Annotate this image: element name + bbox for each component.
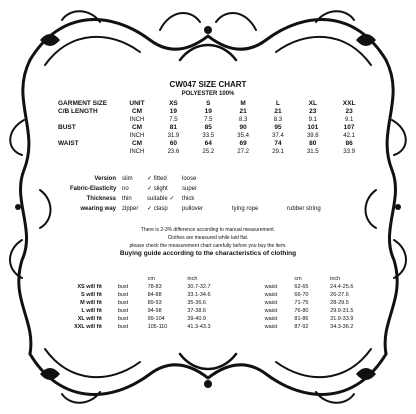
value-cell: 60	[169, 140, 178, 147]
waist-cm: 62-65	[294, 284, 309, 290]
fit-label: XS will fit	[77, 284, 102, 290]
bust-label: bust	[117, 316, 129, 322]
value-cell: 33.5	[202, 133, 215, 139]
value-cell: 81	[169, 124, 178, 131]
size-table	[58, 100, 368, 156]
guide-row	[60, 283, 370, 291]
attribute-label: wearing way	[80, 206, 116, 212]
value-cell: 35.4	[237, 133, 249, 139]
value-cell: 69	[239, 140, 247, 147]
fit-label: XL will fit	[77, 316, 102, 322]
bust-cm: 84-88	[147, 292, 162, 298]
value-cell: 64	[204, 140, 212, 147]
table-row	[58, 140, 368, 148]
waist-inch: 24.4-25.6	[330, 284, 354, 290]
value-cell: 8.3	[273, 117, 283, 123]
value-cell: 31.9	[167, 133, 180, 139]
attribute-option: thick	[182, 196, 195, 202]
value-cell: 25.2	[202, 149, 215, 155]
note-line: There is 2-3% difference according to manual measurement.	[140, 227, 276, 233]
garment-attributes	[70, 174, 370, 214]
attribute-label: Thickness	[86, 196, 116, 202]
attribute-label: Fabric-Elasticity	[70, 186, 117, 192]
bust-cm: 105-110	[147, 324, 168, 330]
table-row	[58, 116, 368, 124]
guide-row	[60, 291, 370, 299]
waist-cm: 81-86	[294, 316, 309, 322]
header-cell: GARMENT SIZE	[58, 100, 108, 107]
header-cell: S	[206, 100, 211, 107]
guide-header-cell: cm	[147, 276, 155, 282]
bust-inch: 35-36.6	[187, 300, 206, 306]
value-cell: 95	[274, 124, 282, 131]
size-table-header	[58, 100, 368, 108]
guide-header	[60, 275, 370, 283]
buying-guide-title: Buying guide according to the characteristics of clothing	[119, 250, 297, 257]
bust-label: bust	[117, 324, 129, 330]
buying-guide-table	[60, 275, 370, 331]
attribute-option: rubber string	[287, 206, 321, 212]
attribute-row-thickness	[70, 194, 370, 204]
fit-label: L will fit	[81, 308, 102, 314]
waist-inch: 31.9-33.9	[330, 316, 354, 322]
value-cell: 74	[274, 140, 282, 147]
chart-title: CW047 SIZE CHART	[169, 80, 247, 89]
attribute-option: loose	[182, 176, 197, 182]
unit-cell: CM	[131, 108, 143, 115]
value-cell: 23.6	[167, 149, 180, 155]
attribute-option-selected: ✓ clasp	[147, 206, 168, 212]
header-cell: M	[240, 100, 246, 107]
row-label	[58, 132, 118, 140]
waist-cm: 66-70	[294, 292, 309, 298]
waist-inch: 29.9-31.5	[330, 308, 354, 314]
bust-cm: 94-98	[147, 308, 162, 314]
guide-row	[60, 307, 370, 315]
value-cell: 27.2	[237, 149, 249, 155]
waist-cm: 87-92	[294, 324, 309, 330]
value-cell: 19	[169, 108, 178, 115]
value-cell: 21	[239, 108, 247, 115]
attribute-option: zipper	[122, 206, 139, 212]
value-cell: 8.3	[238, 117, 248, 123]
value-cell: 9.1	[344, 117, 354, 123]
note-line: please check the measurement chart carefully before you buy the item.	[129, 243, 287, 249]
header-cell: XS	[169, 100, 178, 107]
header-cell: UNIT	[129, 100, 145, 107]
value-cell: 107	[343, 124, 355, 131]
bust-label: bust	[117, 308, 129, 314]
header-cell: XXL	[342, 100, 356, 107]
value-cell: 23	[309, 108, 317, 115]
waist-inch: 28-29.5	[330, 300, 349, 306]
attribute-option: slim	[122, 176, 133, 182]
bust-inch: 37-38.6	[187, 308, 206, 314]
attribute-row-version	[70, 174, 370, 184]
bust-inch: 30.7-32.7	[187, 284, 211, 290]
attribute-option-selected: ✓ fitted	[147, 176, 167, 182]
unit-cell: INCH	[129, 117, 145, 123]
value-cell: 39.8	[306, 133, 319, 139]
waist-label: waist	[264, 292, 278, 298]
value-cell: 37.4	[272, 133, 284, 139]
value-cell: 23	[345, 108, 353, 115]
waist-label: waist	[264, 324, 278, 330]
row-label: BUST	[58, 124, 76, 131]
value-cell: 85	[204, 124, 212, 131]
bust-inch: 33.1-34.6	[187, 292, 211, 298]
value-cell: 29.1	[272, 149, 284, 155]
attribute-option: pullover	[182, 206, 204, 212]
value-cell: 7.5	[169, 117, 178, 123]
unit-cell: CM	[131, 140, 143, 147]
fit-label: M will fit	[80, 300, 102, 306]
table-row	[58, 108, 368, 116]
attribute-label: Version	[94, 176, 116, 182]
header-cell: XL	[308, 100, 317, 107]
waist-cm: 76-80	[294, 308, 309, 314]
value-cell: 80	[309, 140, 317, 147]
guide-header-cell: cm	[294, 276, 302, 282]
value-cell: 33.9	[343, 149, 355, 155]
unit-cell: INCH	[129, 149, 145, 155]
attribute-option-selected: ✓ slight	[147, 186, 168, 192]
attribute-option: tying rope	[232, 206, 259, 212]
attribute-option: super	[182, 186, 198, 192]
bust-label: bust	[117, 284, 129, 290]
value-cell: 42.1	[343, 133, 355, 139]
guide-row	[60, 299, 370, 307]
table-row	[58, 132, 368, 140]
row-label	[58, 148, 118, 156]
bust-cm: 78-83	[147, 284, 162, 290]
waist-label: waist	[264, 316, 278, 322]
waist-label: waist	[264, 284, 278, 290]
attribute-option: no	[122, 186, 129, 192]
bust-inch: 41.3-43.3	[187, 324, 211, 330]
table-row	[58, 124, 368, 132]
material-label: POLYESTER 100%	[181, 91, 235, 97]
guide-header-cell: inch	[330, 276, 341, 282]
note-line: Clothes are measured while laid flat.	[167, 235, 249, 241]
waist-label: waist	[264, 300, 278, 306]
waist-label: waist	[264, 308, 278, 314]
bust-cm: 89-93	[147, 300, 162, 306]
value-cell: 9.1	[308, 117, 317, 123]
row-label: C/B LENGTH	[58, 108, 98, 115]
waist-inch: 34.3-36.2	[330, 324, 354, 330]
fit-label: XXL will fit	[74, 324, 102, 330]
attribute-option: thin	[122, 196, 132, 202]
unit-cell: INCH	[129, 133, 145, 139]
value-cell: 7.5	[204, 117, 213, 123]
attribute-row-elasticity	[70, 184, 370, 194]
waist-inch: 26-27.6	[330, 292, 349, 298]
fit-label: S will fit	[81, 292, 102, 298]
bust-inch: 39-40.9	[187, 316, 206, 322]
value-cell: 31.5	[306, 149, 319, 155]
value-cell: 90	[239, 124, 247, 131]
bust-cm: 99-104	[147, 316, 165, 322]
value-cell: 21	[274, 108, 282, 115]
attribute-row-wearing-way	[70, 204, 370, 214]
guide-row	[60, 315, 370, 323]
row-label: WAIST	[58, 140, 79, 147]
header-cell: L	[275, 100, 280, 107]
value-cell: 101	[307, 124, 319, 131]
row-label	[58, 116, 118, 124]
bust-label: bust	[117, 292, 129, 298]
guide-row	[60, 323, 370, 331]
waist-cm: 71-75	[294, 300, 309, 306]
value-cell: 86	[345, 140, 353, 147]
unit-cell: CM	[131, 124, 143, 131]
guide-header-cell: inch	[187, 276, 198, 282]
table-row	[58, 148, 368, 156]
attribute-option-selected: suitable ✓	[147, 196, 175, 202]
bust-label: bust	[117, 300, 129, 306]
value-cell: 19	[204, 108, 212, 115]
measurement-notes	[0, 226, 416, 250]
